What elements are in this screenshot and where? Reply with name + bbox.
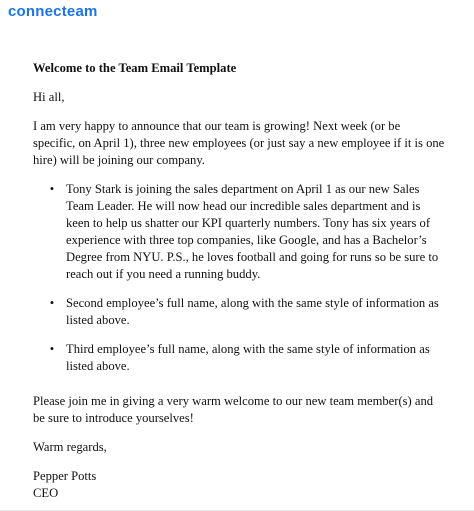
list-item-text: Second employee’s full name, along with the same style of information as listed above. [66,296,439,327]
closing-paragraph: Please join me in giving a very warm welcome to our new team member(s) and be sure to introduce yourselves! [33,394,434,425]
list-item [33,181,446,283]
list-item [33,341,446,375]
bullet-icon: • [49,342,55,356]
bullet-icon: • [49,182,55,196]
greeting: Hi all, [33,90,65,104]
bullet-icon: • [49,296,55,310]
list-item [33,295,446,329]
brand-logo: connecteam [8,3,98,20]
email-document [33,60,445,502]
signature-title: CEO [33,486,59,500]
intro-paragraph: I am very happy to announce that our team is growing! Next week (or be specific, on April 1), three new employees (or just say a new employee if it is one hire) will be joining our company. [33,119,445,167]
new-employee-list [33,181,445,375]
sign-off: Warm regards, [33,440,107,454]
list-item-text: Tony Stark is joining the sales department on April 1 as our new Sales Team Leader. He will now head our incredible sales department and is keen to help us shatter our KPI quarterly numbers. Tony has six years of experience with three top companies, like Google, and has a Bachelor’s Degree from NYU. P.S., he loves football and going for runs so be sure to reach out if you need a running buddy. [66,182,439,281]
signature-name: Pepper Potts [33,469,97,483]
document-title: Welcome to the Team Email Template [33,61,237,75]
list-item-text: Third employee’s full name, along with the same style of information as listed above. [66,342,430,373]
